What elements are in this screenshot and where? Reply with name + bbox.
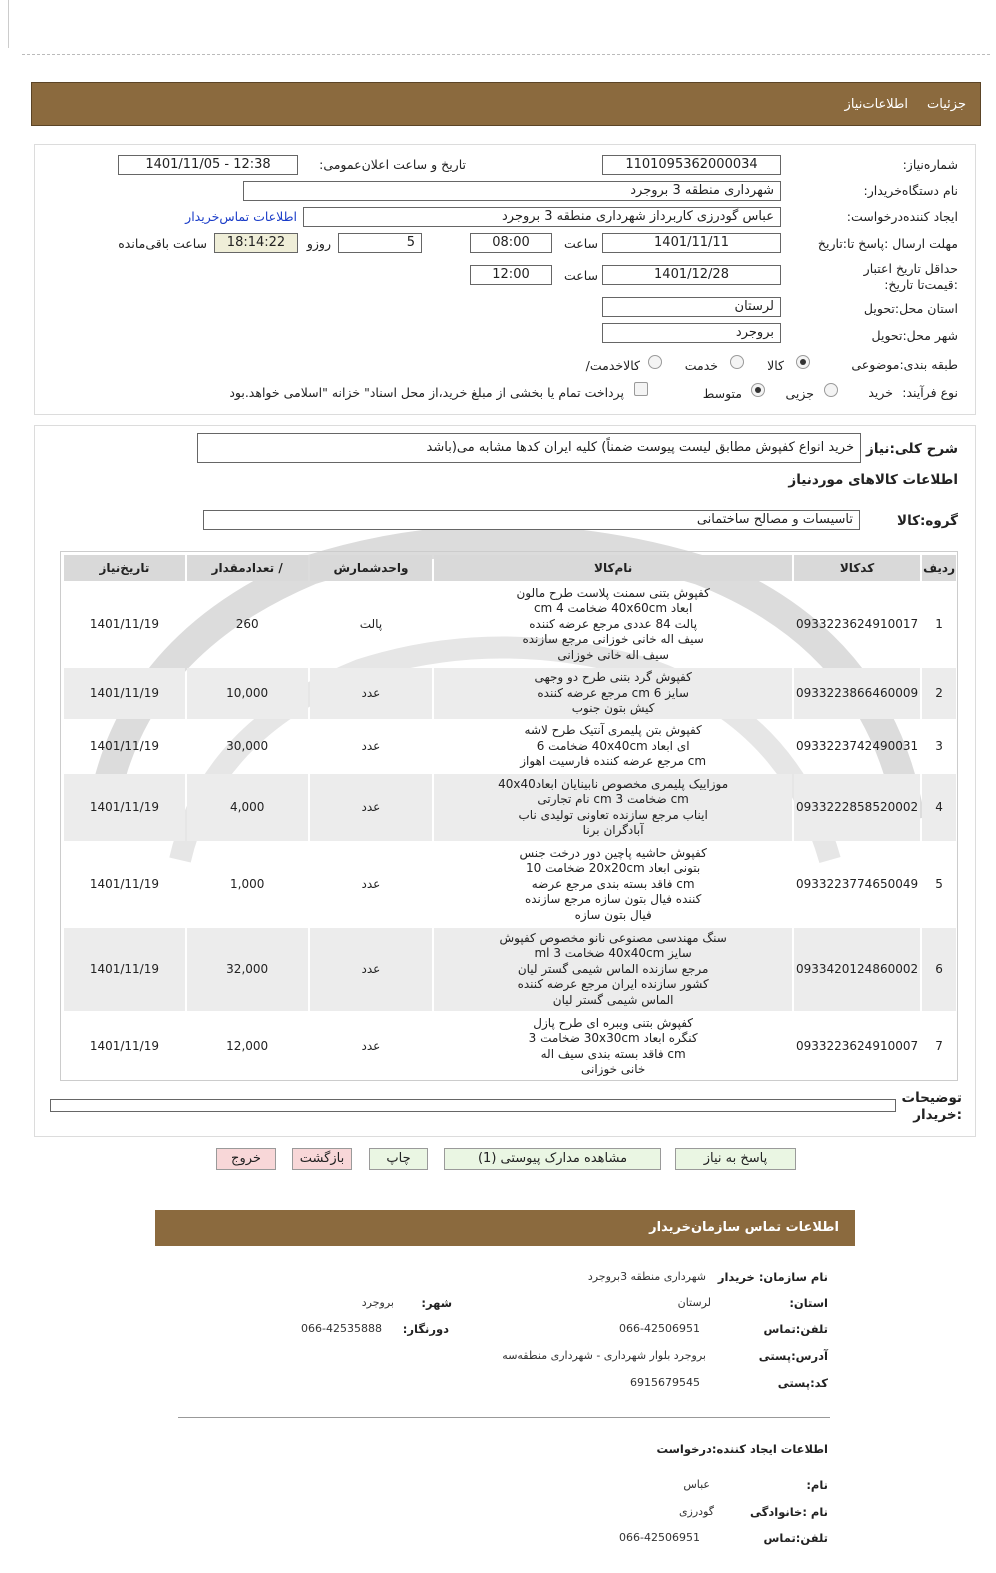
- contact-postal-label: کد:پستی: [777, 1376, 828, 1390]
- row-name-line: cm مرجع عرضه کننده فارسیت اهواز: [520, 754, 707, 769]
- validity-date-field: 1401/12/28: [602, 265, 781, 285]
- back-button[interactable]: بازگشت: [292, 1148, 352, 1170]
- creator-phone-value: 066-42506951: [619, 1531, 700, 1544]
- row-name: [434, 1013, 792, 1080]
- row-name-line: سایز 40x40cm ضخامت 3 ml: [534, 946, 692, 961]
- treasury-note: پرداخت تمام یا بخشی از مبلغ خرید،از محل اسناد" خزانه "اسلامی خواهد.بود: [229, 385, 624, 400]
- row-unit: پالت: [359, 616, 383, 631]
- row-code: 0933223774650049: [795, 876, 919, 891]
- creator-label: ایجاد کننده‌درخواست:: [846, 209, 958, 224]
- row-unit: عدد: [361, 876, 381, 891]
- goods-info-title: اطلاعات کالاهای موردنیاز: [788, 472, 958, 488]
- deadline-time-field: 08:00: [470, 233, 552, 253]
- city-field: بروجرد: [602, 323, 781, 343]
- row-name-line: فیال بتون سازه: [574, 907, 652, 922]
- process-label: نوع فرآیند:: [902, 385, 958, 400]
- contact-province-label: استان:: [789, 1296, 828, 1310]
- row-name-line: سنگ مهندسی مصنوعی نانو مخصوص کفپوش: [499, 930, 727, 945]
- goods-table-header: [64, 555, 956, 581]
- creator-phone-label: تلفن:تماس: [763, 1531, 828, 1545]
- col-code: کدکالا: [794, 555, 920, 581]
- reply-button[interactable]: پاسخ به نیاز: [675, 1148, 796, 1170]
- category-radio-goods-service[interactable]: [648, 355, 662, 369]
- row-name-line: cm فاقد بسته بندی سیف اله: [540, 1046, 686, 1061]
- contact-address-value: بروجرد بلوار شهرداری - شهرداری منطقه‌سه: [502, 1349, 706, 1362]
- row-index: 5: [935, 876, 943, 891]
- row-name-line: کفپوش حاشیه پاچین دور درخت جنس: [519, 845, 707, 860]
- row-name: [434, 774, 792, 841]
- treasury-checkbox[interactable]: [634, 382, 648, 396]
- tab-details[interactable]: جزئیات: [927, 97, 966, 112]
- row-date: 1401/11/19: [89, 1038, 159, 1053]
- row-code: 0933223742490031: [795, 738, 919, 753]
- row-name-line: سایز 6 cm مرجع عرضه کننده: [537, 685, 689, 700]
- exit-button[interactable]: خروج: [216, 1148, 276, 1170]
- category-radio-service[interactable]: [730, 355, 744, 369]
- col-name: نام‌کالا: [434, 555, 792, 581]
- print-button[interactable]: چاپ: [369, 1148, 428, 1170]
- table-row: [64, 668, 956, 719]
- buyer-contact-link[interactable]: اطلاعات تماس‌خریدار: [185, 209, 297, 224]
- row-unit: عدد: [361, 738, 381, 753]
- table-row: [64, 721, 956, 772]
- row-date: 1401/11/19: [64, 774, 185, 841]
- col-qty: / تعدادمقدار: [187, 555, 308, 581]
- contact-province-value: لرستان: [677, 1296, 711, 1309]
- summary-field: خرید انواع کفپوش مطابق لیست پیوست ضمناً) کلیه ایران کدها مشابه می(باشد: [197, 433, 861, 463]
- contact-phone-label: تلفن:تماس: [763, 1322, 828, 1336]
- contact-address-label: آدرس:پستی: [758, 1349, 828, 1363]
- creator-name-value: عباس: [683, 1478, 710, 1491]
- row-name-line: پالت 84 عددی مرجع عرضه کننده: [529, 616, 698, 631]
- row-name-line: الماس شیمی گستر لیان: [552, 992, 674, 1007]
- need-number-field: 1101095362000034: [602, 155, 781, 175]
- goods-table: [62, 553, 958, 1082]
- category-goods-service-label: کالاخدمت/: [585, 358, 640, 373]
- attachments-button[interactable]: مشاهده مدارک پیوستی (1): [444, 1148, 661, 1170]
- buyer-notes-field: [50, 1099, 896, 1112]
- group-label: گروه:کالا: [897, 513, 958, 529]
- row-name-line: کفپوش بتن پلیمری آنتیک طرح لاشه: [524, 723, 702, 738]
- row-code: 0933223624910007: [795, 1038, 919, 1053]
- col-date: تاریخ‌نیاز: [64, 555, 185, 581]
- category-goods-label: کالا: [767, 358, 784, 373]
- announce-field: 1401/11/05 - 12:38: [118, 155, 298, 175]
- row-name: [434, 668, 792, 719]
- validity-time-field: 12:00: [470, 265, 552, 285]
- contact-fax-value: 066-42535888: [301, 1322, 382, 1335]
- row-index: 6: [922, 928, 956, 1011]
- contact-city-value: بروجرد: [361, 1296, 394, 1309]
- row-name-line: ایناب مرجع سازنده تعاونی تولیدی ناب: [518, 807, 708, 822]
- category-service-label: خدمت: [684, 358, 718, 373]
- row-date: 1401/11/19: [89, 876, 159, 891]
- col-unit: واحدشمارش: [310, 555, 433, 581]
- process-buy-label: خرید: [868, 385, 893, 400]
- row-unit: عدد: [361, 1038, 381, 1053]
- validity-label-text: حداقل تاریخ اعتبار :قیمت‌تا تاریخ:: [863, 261, 958, 292]
- row-qty: 30,000: [226, 738, 269, 753]
- row-name-line: ای ابعاد 40x40cm ضخامت 6: [536, 738, 690, 753]
- row-date: 1401/11/19: [64, 928, 185, 1011]
- row-qty: 260: [235, 616, 259, 631]
- contact-divider: [178, 1417, 830, 1418]
- row-name-line: کننده فیال بتون سازه مرجع سازنده: [524, 892, 702, 907]
- summary-label: شرح کلی:نیاز: [866, 441, 958, 457]
- category-label: طبقه بندی:موضوعی: [851, 357, 958, 372]
- contact-title: اطلاعات تماس سازمان‌خریدار: [649, 1220, 839, 1235]
- announce-label: تاریخ و ساعت اعلان‌عمومی:: [319, 157, 466, 172]
- buyer-org-field: شهرداری منطقه 3 بروجرد: [243, 181, 781, 201]
- row-unit: عدد: [310, 668, 433, 719]
- process-minor-label: جزیی: [785, 386, 814, 401]
- group-field: تاسیسات و مصالح ساختمانی: [203, 510, 860, 530]
- category-radio-goods[interactable]: [796, 355, 810, 369]
- row-name-line: کیش بتون جنوب: [571, 701, 655, 716]
- contact-postal-value: 6915679545: [630, 1376, 700, 1389]
- creator-field: عباس گودرزی کاربرداز شهرداری منطقه 3 بروجرد: [303, 207, 781, 227]
- remaining-label: ساعت باقی‌مانده: [118, 236, 207, 251]
- row-name: [434, 928, 792, 1011]
- tab-need-info[interactable]: اطلاعات‌نیاز: [844, 97, 908, 112]
- page-header: [31, 82, 981, 126]
- contact-city-label: شهر:: [421, 1296, 452, 1310]
- deadline-time-label: ساعت: [563, 236, 598, 251]
- deadline-date-field: 1401/11/11: [602, 233, 781, 253]
- creator-info-title: اطلاعات ایجاد کننده:درخواست: [656, 1442, 828, 1456]
- remaining-time-field: 18:14:22: [214, 233, 298, 253]
- process-radio-minor[interactable]: [824, 383, 838, 397]
- row-name-line: کنگره ابعاد 30x30cm ضخامت 3: [528, 1031, 698, 1045]
- validity-label: [830, 261, 958, 293]
- province-field: لرستان: [602, 297, 781, 317]
- contact-org-value: شهرداری منطقه 3بروجرد: [587, 1270, 706, 1283]
- row-qty: 32,000: [187, 928, 308, 1011]
- row-name-line: خانی خوزانی: [580, 1062, 646, 1076]
- contact-org-label: نام سازمان: خریدار: [717, 1270, 828, 1284]
- need-number-label: شماره‌نیاز:: [902, 157, 958, 172]
- row-qty: 10,000: [187, 668, 308, 719]
- row-index: 2: [922, 668, 956, 719]
- row-code: 0933222858520002: [794, 774, 920, 841]
- table-row: [64, 1013, 956, 1080]
- city-label: شهر محل:تحویل: [871, 328, 958, 343]
- row-name: [434, 583, 792, 666]
- row-name-line: کفپوش بتنی ویبره ای طرح پازل: [533, 1015, 694, 1030]
- province-label: استان محل:تحویل: [863, 301, 958, 316]
- buyer-notes-label: [900, 1090, 962, 1124]
- row-name-line: cm فاقد بسته بندی مرجع عرضه: [531, 876, 695, 891]
- row-name-line: مرجع سازنده الماس شیمی گستر لیان: [517, 961, 709, 976]
- top-divider: [22, 54, 990, 55]
- row-name-line: آبادگران برنا: [582, 823, 644, 837]
- row-name-line: کشور سازنده ایران مرجع عرضه کننده: [517, 977, 709, 992]
- creator-family-value: گودرزی: [678, 1505, 714, 1518]
- table-row: [64, 843, 956, 926]
- days-field: 5: [338, 233, 422, 253]
- table-row: [64, 583, 956, 666]
- validity-time-label: ساعت: [563, 268, 598, 283]
- row-index: 3: [935, 738, 943, 753]
- creator-family-label: نام :خانوادگی: [750, 1505, 828, 1519]
- row-name: [434, 721, 792, 772]
- days-label: روزو: [306, 236, 331, 251]
- contact-fax-label: دورنگار:: [402, 1322, 449, 1336]
- row-index: 1: [935, 616, 943, 631]
- table-row: [64, 928, 956, 1011]
- row-name-line: کفپوش بتنی سمنت پلاست طرح مالون: [516, 585, 710, 600]
- row-name: [434, 843, 792, 926]
- row-unit: عدد: [310, 774, 433, 841]
- row-name-line: سیف اله خانی خوزانی مرجع سازنده: [522, 632, 704, 647]
- row-date: 1401/11/19: [89, 616, 159, 631]
- row-date: 1401/11/19: [64, 668, 185, 719]
- process-medium-label: متوسط: [702, 386, 742, 401]
- row-index: 7: [935, 1038, 943, 1053]
- row-date: 1401/11/19: [89, 738, 159, 753]
- buyer-notes-label-text: توضیحات :خریدار: [901, 1090, 962, 1123]
- row-qty: 12,000: [226, 1038, 269, 1053]
- table-row: [64, 774, 956, 841]
- row-name-line: موزاییک پلیمری مخصوص نابینایان ابعاد40x40: [498, 776, 729, 791]
- left-rule: [8, 0, 9, 48]
- process-radio-medium[interactable]: [751, 383, 765, 397]
- contact-header: [155, 1210, 855, 1246]
- buyer-org-label: نام دستگاه‌خریدار:: [863, 183, 958, 198]
- col-row: ردیف: [922, 555, 956, 581]
- row-code: 0933223866460009: [794, 668, 920, 719]
- row-qty: 4,000: [187, 774, 308, 841]
- creator-name-label: نام:: [806, 1478, 828, 1492]
- row-name-line: کفپوش گرد بتنی طرح دو وجهی: [534, 670, 692, 685]
- row-index: 4: [922, 774, 956, 841]
- row-code: 0933223624910017: [795, 616, 919, 631]
- row-code: 0933420124860002: [794, 928, 920, 1011]
- row-name-line: سیف اله خانی خوزانی: [557, 647, 669, 662]
- contact-phone-value: 066-42506951: [619, 1322, 700, 1335]
- deadline-label: مهلت ارسال :پاسخ تا:تاریخ: [817, 236, 958, 251]
- row-name-line: ابعاد 40x60cm ضخامت 4 cm: [533, 601, 693, 616]
- row-unit: عدد: [310, 928, 433, 1011]
- row-name-line: cm ضخامت 3 cm نام تجارتی: [537, 792, 689, 806]
- row-name-line: بتونی ابعاد 20x20cm ضخامت 10: [526, 861, 701, 876]
- row-qty: 1,000: [230, 876, 265, 891]
